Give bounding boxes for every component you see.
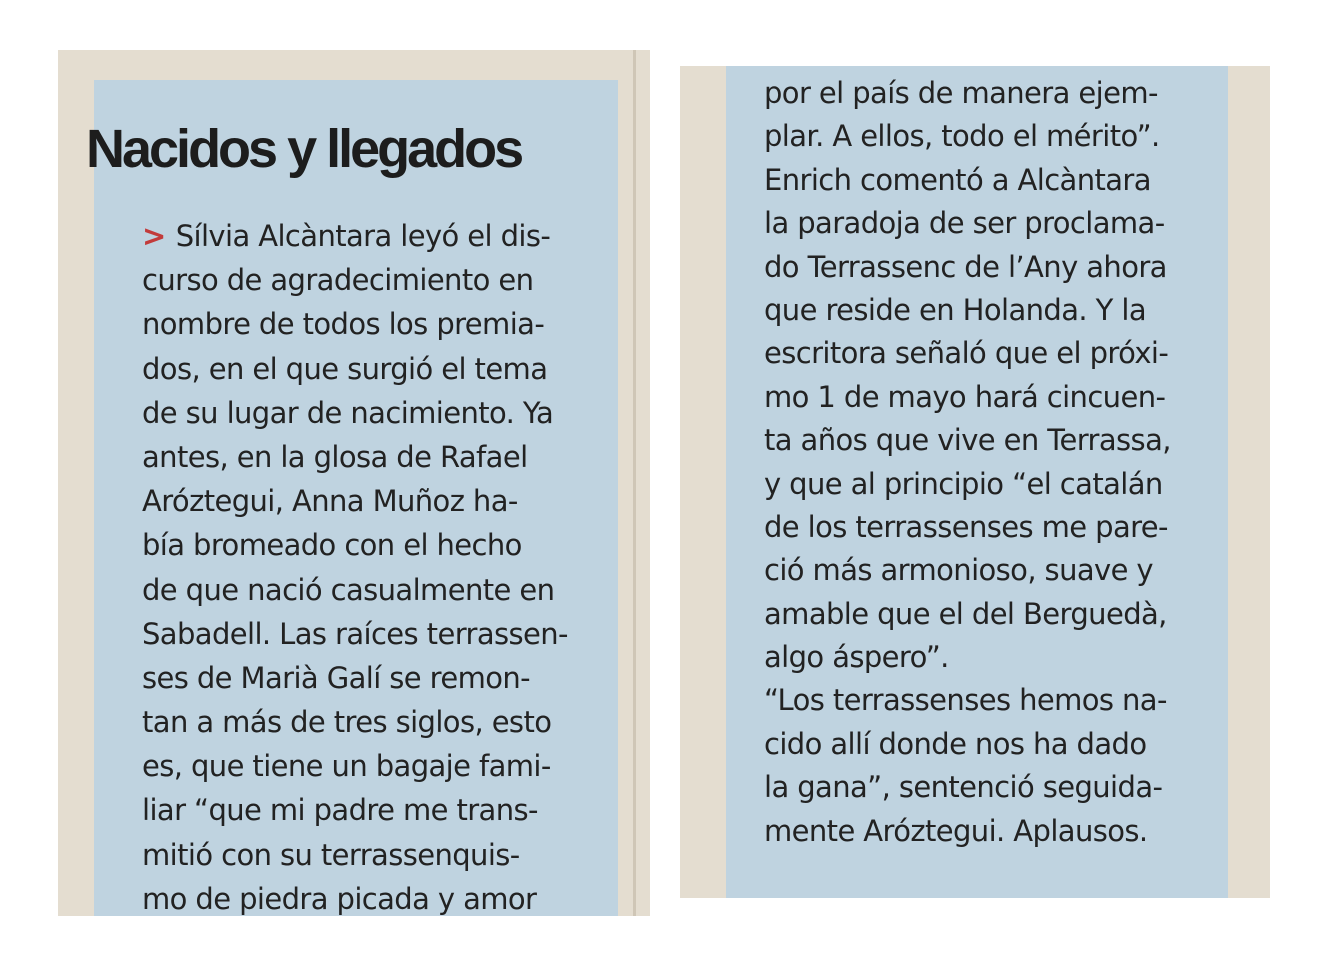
right-column-text bbox=[764, 72, 1171, 853]
text-line: que reside en Holanda. Y la bbox=[764, 292, 1146, 327]
text-line: de su lugar de nacimiento. Ya bbox=[142, 395, 554, 430]
text-line: la gana”, sentenció seguida- bbox=[764, 770, 1163, 805]
text-line: curso de agradecimiento en bbox=[142, 263, 534, 298]
paper-fold-line bbox=[633, 50, 636, 916]
text-line: la paradoja de ser proclama- bbox=[764, 206, 1165, 241]
text-line: antes, en la glosa de Rafael bbox=[142, 439, 528, 474]
text-line: algo áspero”. bbox=[764, 640, 949, 675]
bullet-marker-icon: > bbox=[142, 219, 166, 253]
text-line: Sabadell. Las raíces terrassen- bbox=[142, 616, 568, 651]
text-line: y que al principio “el catalán bbox=[764, 466, 1163, 501]
article-title: Nacidos y llegados bbox=[86, 119, 522, 179]
text-line: cido allí donde nos ha dado bbox=[764, 726, 1147, 761]
text-line: tan a más de tres siglos, esto bbox=[142, 705, 552, 740]
text-line: mo 1 de mayo hará cincuen- bbox=[764, 379, 1166, 414]
text-line: do Terrassenc de l’Any ahora bbox=[764, 249, 1167, 284]
left-column-text bbox=[142, 214, 568, 921]
text-line: de que nació casualmente en bbox=[142, 572, 555, 607]
text-line: dos, en el que surgió el tema bbox=[142, 351, 548, 386]
text-line: “Los terrassenses hemos na- bbox=[764, 683, 1167, 718]
text-line: nombre de todos los premia- bbox=[142, 307, 545, 342]
text-line: de los terrassenses me pare- bbox=[764, 509, 1168, 544]
text-line: ta años que vive en Terrassa, bbox=[764, 423, 1171, 458]
text-line: > Sílvia Alcàntara leyó el dis- bbox=[142, 219, 551, 253]
text-line: mo de piedra picada y amor bbox=[142, 881, 537, 916]
text-line: amable que el del Berguedà, bbox=[764, 596, 1167, 631]
text-line: por el país de manera ejem- bbox=[764, 76, 1158, 110]
text-line: ses de Marià Galí se remon- bbox=[142, 660, 531, 695]
text-line: es, que tiene un bagaje fami- bbox=[142, 749, 551, 784]
text-line: ció más armonioso, suave y bbox=[764, 553, 1153, 588]
text-line: plar. A ellos, todo el mérito”. bbox=[764, 119, 1160, 154]
text-line: bía bromeado con el hecho bbox=[142, 528, 522, 563]
text-line: mente Aróztegui. Aplausos. bbox=[764, 813, 1148, 848]
text-line: escritora señaló que el próxi- bbox=[764, 336, 1169, 371]
text-line: mitió con su terrassenquis- bbox=[142, 837, 520, 872]
text-line: Aróztegui, Anna Muñoz ha- bbox=[142, 484, 518, 519]
text-line: liar “que mi padre me trans- bbox=[142, 793, 538, 828]
text-line: Enrich comentó a Alcàntara bbox=[764, 162, 1151, 197]
